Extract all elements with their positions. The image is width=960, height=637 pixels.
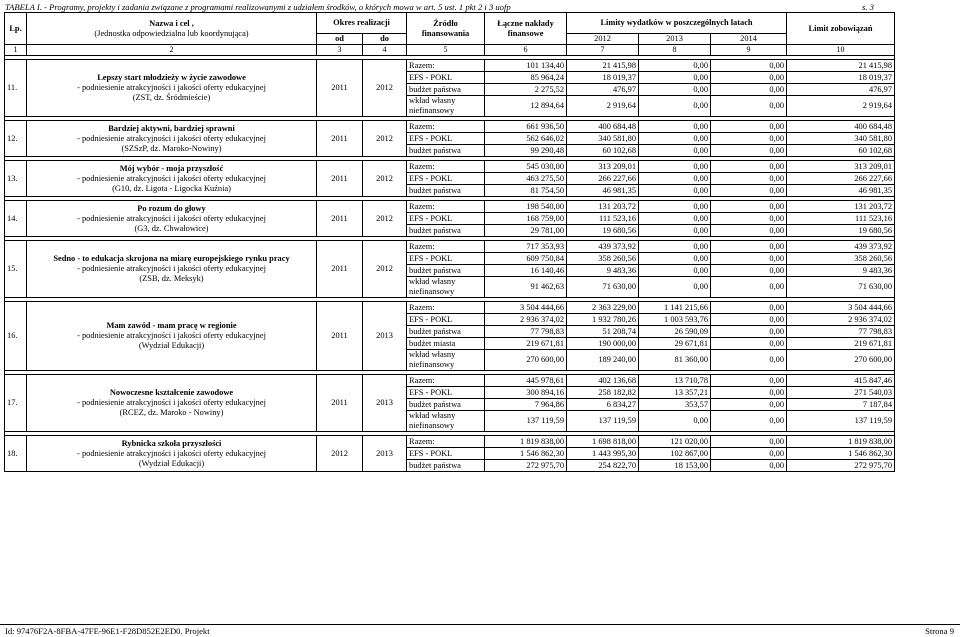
commitment-limit: 7 187,84 [787,399,895,411]
column-number: 10 [787,45,895,56]
commitment-limit: 313 209,01 [787,161,895,173]
limit-2014: 0,00 [711,145,787,157]
project-cell [27,201,317,237]
limit-2013: 81 360,00 [639,350,711,371]
row-lp: 14. [5,201,27,237]
limit-2014: 0,00 [711,173,787,185]
funding-source: EFS - POKL [407,133,485,145]
total-outlay: 81 754,50 [485,185,567,197]
limit-2014: 0,00 [711,375,787,387]
project-name: Rybnicka szkoła przyszłości [121,438,222,448]
limit-2013: 0,00 [639,277,711,298]
column-number: 1 [5,45,27,56]
period-from: 2011 [317,375,363,432]
limit-2014: 0,00 [711,60,787,72]
column-number: 5 [407,45,485,56]
total-outlay: 2 936 374,02 [485,314,567,326]
row-lp: 11. [5,60,27,117]
project-goal: - podniesienie atrakcyjności i jakości oferty edukacyjnej [77,331,266,340]
limit-2014: 0,00 [711,326,787,338]
funding-source: budżet państwa [407,225,485,237]
period-from: 2011 [317,121,363,157]
funding-source: Razem: [407,436,485,448]
header-do: do [363,34,407,45]
project-goal: - podniesienie atrakcyjności i jakości oferty edukacyjnej [77,448,266,458]
total-outlay: 198 540,00 [485,201,567,213]
project-goal: - podniesienie atrakcyjności i jakości oferty edukacyjnej [77,264,266,273]
limit-2012: 6 834,27 [567,399,639,411]
row-lp: 16. [5,302,27,371]
total-outlay: 609 750,84 [485,253,567,265]
column-number: 3 [317,45,363,56]
column-number: 7 [567,45,639,56]
table-row [5,302,895,314]
limit-2014: 0,00 [711,411,787,432]
total-outlay: 85 964,24 [485,72,567,84]
limit-2013: 102 867,00 [639,448,711,460]
limit-2014: 0,00 [711,338,787,350]
limit-2014: 0,00 [711,448,787,460]
limit-2014: 0,00 [711,84,787,96]
period-from: 2011 [317,302,363,371]
limit-2013: 0,00 [639,96,711,117]
commitment-limit: 400 684,48 [787,121,895,133]
header-name [27,13,317,45]
commitment-limit: 77 798,83 [787,326,895,338]
page-title-text: TABELA I. - Programy, projekty i zadania związane z programami realizowanymi z udziałem środków, o których mowa w art. 5 ust. 1 pkt 2 i 3 uofp [5,2,511,12]
limit-2013: 353,57 [639,399,711,411]
limit-2014: 0,00 [711,96,787,117]
limit-2012: 131 203,72 [567,201,639,213]
limit-2012: 439 373,92 [567,241,639,253]
project-cell [27,161,317,197]
limit-2013: 1 141 215,66 [639,302,711,314]
limit-2014: 0,00 [711,201,787,213]
project-unit: (G10, dz. Ligota - Ligocka Kuźnia) [112,183,231,193]
limit-2014: 0,00 [711,225,787,237]
funding-source: Razem: [407,60,485,72]
limit-2012: 9 483,36 [567,265,639,277]
limit-2014: 0,00 [711,185,787,197]
limit-2014: 0,00 [711,161,787,173]
project-unit: (RCEZ, dz. Maroko - Nowiny) [119,408,224,417]
header-laczne: Łączne nakłady finansowe [485,13,567,45]
limit-2013: 0,00 [639,213,711,225]
limit-2012: 51 208,74 [567,326,639,338]
limit-2012: 2 919,64 [567,96,639,117]
limit-2014: 0,00 [711,265,787,277]
table-row [5,60,895,72]
limit-2013: 0,00 [639,253,711,265]
limit-2013: 13 710,78 [639,375,711,387]
row-lp: 12. [5,121,27,157]
limit-2012: 358 260,56 [567,253,639,265]
limit-2014: 0,00 [711,302,787,314]
column-number: 8 [639,45,711,56]
project-name: Sedno - to edukacja skrojona na miarę europejskiego rynku pracy [53,254,290,263]
column-number: 4 [363,45,407,56]
total-outlay: 3 504 444,66 [485,302,567,314]
limit-2014: 0,00 [711,121,787,133]
table-row [5,375,895,387]
commitment-limit: 137 119,59 [787,411,895,432]
total-outlay: 445 978,61 [485,375,567,387]
commitment-limit: 340 581,80 [787,133,895,145]
funding-source: EFS - POKL [407,253,485,265]
funding-source: EFS - POKL [407,387,485,399]
limit-2014: 0,00 [711,72,787,84]
header-limit-zob: Limit zobowiązań [787,13,895,45]
total-outlay: 219 671,81 [485,338,567,350]
project-unit: (Wydział Edukacji) [138,341,205,350]
column-number: 6 [485,45,567,56]
funding-source: EFS - POKL [407,72,485,84]
row-lp: 15. [5,241,27,298]
project-cell [27,436,317,472]
limit-2012: 190 000,00 [567,338,639,350]
limit-2013: 121 020,00 [639,436,711,448]
header-od: od [317,34,363,45]
project-goal: - podniesienie atrakcyjności i jakości oferty edukacyjnej [77,213,266,223]
total-outlay: 7 964,86 [485,399,567,411]
limit-2013: 0,00 [639,161,711,173]
project-goal: - podniesienie atrakcyjności i jakości oferty edukacyjnej [77,173,266,183]
limit-2013: 0,00 [639,133,711,145]
period-to: 2012 [363,241,407,298]
total-outlay: 661 936,50 [485,121,567,133]
total-outlay: 300 894,16 [485,387,567,399]
funding-source: wkład własny niefinansowy [407,277,485,298]
project-goal: - podniesienie atrakcyjności i jakości oferty edukacyjnej [77,133,266,143]
limit-2012: 340 581,80 [567,133,639,145]
commitment-limit: 3 504 444,66 [787,302,895,314]
limit-2013: 0,00 [639,121,711,133]
commitment-limit: 271 540,03 [787,387,895,399]
column-number: 9 [711,45,787,56]
limit-2012: 254 822,70 [567,460,639,472]
commitment-limit: 2 936 374,02 [787,314,895,326]
limit-2013: 0,00 [639,173,711,185]
row-lp: 13. [5,161,27,197]
page-section: s. 3 [862,2,874,12]
total-outlay: 717 353,93 [485,241,567,253]
limit-2012: 71 630,00 [567,277,639,298]
limit-2013: 29 671,81 [639,338,711,350]
commitment-limit: 21 415,98 [787,60,895,72]
limit-2012: 19 680,56 [567,225,639,237]
header-jednostka: (Jednostka odpowiedzialna lub koordynująca) [94,28,249,38]
limit-2012: 313 209,01 [567,161,639,173]
commitment-limit: 131 203,72 [787,201,895,213]
limit-2012: 18 019,37 [567,72,639,84]
column-number-row [5,45,895,56]
project-name: Bardziej aktywni, bardziej sprawni [108,123,235,133]
commitment-limit: 358 260,56 [787,253,895,265]
commitment-limit: 270 600,00 [787,350,895,371]
limit-2012: 189 240,00 [567,350,639,371]
limit-2014: 0,00 [711,436,787,448]
limit-2012: 111 523,16 [567,213,639,225]
limit-2014: 0,00 [711,253,787,265]
total-outlay: 272 975,70 [485,460,567,472]
limit-2013: 0,00 [639,72,711,84]
commitment-limit: 71 630,00 [787,277,895,298]
limit-2013: 0,00 [639,241,711,253]
funding-source: Razem: [407,375,485,387]
commitment-limit: 439 373,92 [787,241,895,253]
header-okres: Okres realizacji [317,13,407,34]
project-name: Po rozum do głowy [137,203,206,213]
limit-2012: 1 698 818,00 [567,436,639,448]
total-outlay: 1 546 862,30 [485,448,567,460]
period-to: 2012 [363,60,407,117]
table-row [5,241,895,253]
funding-source: Razem: [407,241,485,253]
header-zrodlo: Źródło finansowania [407,13,485,45]
limit-2014: 0,00 [711,213,787,225]
funding-source: budżet państwa [407,399,485,411]
limit-2013: 13 357,21 [639,387,711,399]
period-to: 2012 [363,121,407,157]
limit-2014: 0,00 [711,387,787,399]
funding-source: budżet państwa [407,185,485,197]
project-unit: (G3, dz. Chwałowice) [134,223,209,233]
limit-2012: 1 443 995,30 [567,448,639,460]
row-lp: 18. [5,436,27,472]
header-nazwa: Nazwa i cel , [149,18,194,28]
table-row [5,121,895,133]
project-goal: - podniesienie atrakcyjności i jakości oferty edukacyjnej [77,83,266,92]
commitment-limit: 9 483,36 [787,265,895,277]
period-from: 2012 [317,436,363,472]
limit-2013: 0,00 [639,201,711,213]
project-name: Mój wybór - moja przyszłość [119,163,224,173]
funding-source: Razem: [407,121,485,133]
limit-2014: 0,00 [711,241,787,253]
period-from: 2011 [317,241,363,298]
document-id: Id: 97476F2A-8FBA-47FE-96E1-F28D852E2ED0. Projekt [5,626,210,636]
limit-2013: 0,00 [639,225,711,237]
total-outlay: 77 798,83 [485,326,567,338]
commitment-limit: 19 680,56 [787,225,895,237]
limit-2012: 2 363 229,00 [567,302,639,314]
commitment-limit: 476,97 [787,84,895,96]
total-outlay: 562 646,02 [485,133,567,145]
limit-2012: 258 182,82 [567,387,639,399]
limit-2012: 46 981,35 [567,185,639,197]
total-outlay: 2 275,52 [485,84,567,96]
funding-source: wkład własny niefinansowy [407,96,485,117]
limit-2013: 0,00 [639,411,711,432]
period-to: 2012 [363,161,407,197]
commitment-limit: 266 227,66 [787,173,895,185]
funding-source: EFS - POKL [407,213,485,225]
limit-2013: 0,00 [639,265,711,277]
limit-2013: 18 153,00 [639,460,711,472]
page-number: Strona 9 [925,626,954,636]
commitment-limit: 2 919,64 [787,96,895,117]
project-unit: (Wydział Edukacji) [138,458,205,468]
table-row [5,436,895,448]
funding-source: Razem: [407,302,485,314]
limit-2012: 400 684,48 [567,121,639,133]
limit-2012: 1 932 780,26 [567,314,639,326]
header-2013: 2013 [639,34,711,45]
total-outlay: 463 275,50 [485,173,567,185]
commitment-limit: 272 975,70 [787,460,895,472]
funding-source: Razem: [407,161,485,173]
commitment-limit: 219 671,81 [787,338,895,350]
project-unit: (ZST, dz. Śródmieście) [132,93,211,102]
row-lp: 17. [5,375,27,432]
project-goal: - podniesienie atrakcyjności i jakości oferty edukacyjnej [77,398,266,407]
project-unit: (ZSB, dz. Meksyk) [139,274,204,283]
funding-source: budżet państwa [407,84,485,96]
limit-2012: 476,97 [567,84,639,96]
funding-source: EFS - POKL [407,173,485,185]
limit-2013: 26 590,09 [639,326,711,338]
project-name: Nowoczesne kształcenie zawodowe [109,388,234,397]
limit-2012: 266 227,66 [567,173,639,185]
funding-source: wkład własny niefinansowy [407,350,485,371]
period-to: 2013 [363,436,407,472]
project-cell [27,121,317,157]
total-outlay: 270 600,00 [485,350,567,371]
funding-source: budżet państwa [407,326,485,338]
funding-source: Razem: [407,201,485,213]
limit-2013: 0,00 [639,185,711,197]
total-outlay: 545 030,00 [485,161,567,173]
commitment-limit: 1 546 862,30 [787,448,895,460]
commitment-limit: 60 102,68 [787,145,895,157]
limit-2013: 0,00 [639,60,711,72]
project-cell [27,60,317,117]
funding-source: budżet państwa [407,460,485,472]
period-from: 2011 [317,60,363,117]
header-limity: Limity wydatków w poszczególnych latach [567,13,787,34]
column-number: 2 [27,45,317,56]
limit-2012: 60 102,68 [567,145,639,157]
period-from: 2011 [317,201,363,237]
total-outlay: 137 119,59 [485,411,567,432]
funding-source: budżet miasta [407,338,485,350]
total-outlay: 168 759,00 [485,213,567,225]
project-cell [27,375,317,432]
header-2012: 2012 [567,34,639,45]
total-outlay: 29 781,00 [485,225,567,237]
project-unit: (SZSzP, dz. Maroko-Nowiny) [121,143,222,153]
funding-source: budżet państwa [407,265,485,277]
limit-2014: 0,00 [711,399,787,411]
funding-source: wkład własny niefinansowy [407,411,485,432]
limit-2014: 0,00 [711,277,787,298]
limit-2012: 137 119,59 [567,411,639,432]
period-to: 2012 [363,201,407,237]
commitment-limit: 415 847,46 [787,375,895,387]
total-outlay: 12 894,64 [485,96,567,117]
limit-2014: 0,00 [711,350,787,371]
limit-2014: 0,00 [711,314,787,326]
period-to: 2013 [363,302,407,371]
commitment-limit: 111 523,16 [787,213,895,225]
period-to: 2013 [363,375,407,432]
limit-2012: 402 136,68 [567,375,639,387]
funding-source: budżet państwa [407,145,485,157]
total-outlay: 1 819 838,00 [485,436,567,448]
commitment-limit: 46 981,35 [787,185,895,197]
total-outlay: 16 140,46 [485,265,567,277]
header-lp: Lp. [5,13,27,45]
limit-2013: 1 003 593,76 [639,314,711,326]
budget-table [4,12,895,472]
limit-2013: 0,00 [639,84,711,96]
total-outlay: 101 134,40 [485,60,567,72]
commitment-limit: 18 019,37 [787,72,895,84]
limit-2014: 0,00 [711,133,787,145]
project-cell [27,302,317,371]
page-title [5,2,874,12]
table-row [5,201,895,213]
limit-2013: 0,00 [639,145,711,157]
funding-source: EFS - POKL [407,448,485,460]
limit-2014: 0,00 [711,460,787,472]
project-name: Lepszy start młodzieży w życie zawodowe [97,73,246,82]
period-from: 2011 [317,161,363,197]
project-name: Mam zawód - mam pracę w regionie [106,321,237,330]
limit-2012: 21 415,98 [567,60,639,72]
funding-source: EFS - POKL [407,314,485,326]
page-footer [0,624,960,636]
header-2014: 2014 [711,34,787,45]
total-outlay: 99 290,48 [485,145,567,157]
table-row [5,161,895,173]
commitment-limit: 1 819 838,00 [787,436,895,448]
total-outlay: 91 462,63 [485,277,567,298]
header-row-1 [5,13,895,34]
project-cell [27,241,317,298]
